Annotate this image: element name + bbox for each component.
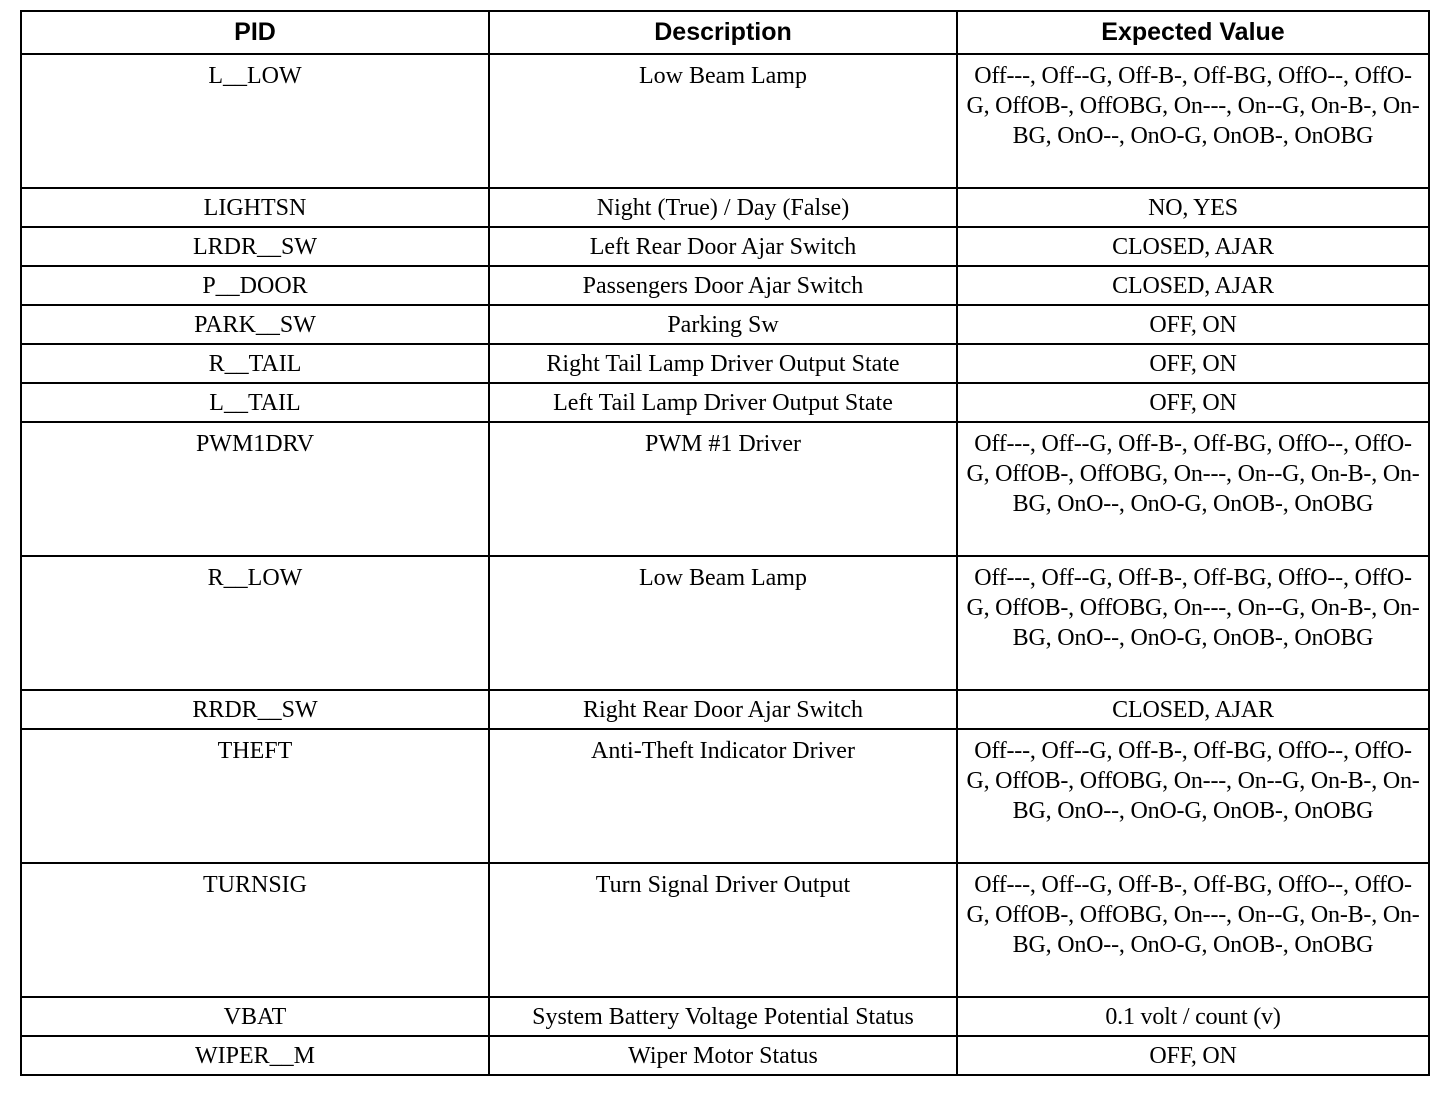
cell-expected-value: Off---, Off--G, Off-B-, Off-BG, OffO--, OffO-G, OffOB-, OffOBG, On---, On--G, On-B-, On-BG, OnO--, OnO-G, OnOB-, OnOBG: [957, 54, 1429, 188]
cell-expected-value: CLOSED, AJAR: [957, 266, 1429, 305]
cell-expected-value: CLOSED, AJAR: [957, 690, 1429, 729]
cell-expected-value: OFF, ON: [957, 383, 1429, 422]
table-row: [21, 997, 1429, 1036]
cell-pid: VBAT: [21, 997, 489, 1036]
table-header-row: [21, 11, 1429, 54]
table-row: [21, 344, 1429, 383]
cell-expected-value: OFF, ON: [957, 344, 1429, 383]
cell-pid: R__LOW: [21, 556, 489, 690]
cell-expected-value: Off---, Off--G, Off-B-, Off-BG, OffO--, OffO-G, OffOB-, OffOBG, On---, On--G, On-B-, On-BG, OnO--, OnO-G, OnOB-, OnOBG: [957, 556, 1429, 690]
cell-pid: LIGHTSN: [21, 188, 489, 227]
cell-pid: PARK__SW: [21, 305, 489, 344]
cell-expected-value: 0.1 volt / count (v): [957, 997, 1429, 1036]
cell-expected-value: NO, YES: [957, 188, 1429, 227]
cell-pid: P__DOOR: [21, 266, 489, 305]
table-row: [21, 227, 1429, 266]
cell-description: Right Rear Door Ajar Switch: [489, 690, 957, 729]
cell-expected-value: CLOSED, AJAR: [957, 227, 1429, 266]
cell-pid: THEFT: [21, 729, 489, 863]
cell-description: System Battery Voltage Potential Status: [489, 997, 957, 1036]
table-row: [21, 54, 1429, 188]
cell-pid: TURNSIG: [21, 863, 489, 997]
cell-description: Left Rear Door Ajar Switch: [489, 227, 957, 266]
cell-description: Low Beam Lamp: [489, 54, 957, 188]
cell-description: Left Tail Lamp Driver Output State: [489, 383, 957, 422]
table-row: [21, 863, 1429, 997]
header-pid: PID: [21, 11, 489, 54]
pid-table: [20, 10, 1430, 1076]
table-row: [21, 556, 1429, 690]
table-row: [21, 266, 1429, 305]
cell-description: Parking Sw: [489, 305, 957, 344]
table-row: [21, 305, 1429, 344]
table-row: [21, 1036, 1429, 1075]
cell-description: Passengers Door Ajar Switch: [489, 266, 957, 305]
cell-description: PWM #1 Driver: [489, 422, 957, 556]
cell-pid: L__LOW: [21, 54, 489, 188]
cell-pid: PWM1DRV: [21, 422, 489, 556]
cell-expected-value: Off---, Off--G, Off-B-, Off-BG, OffO--, OffO-G, OffOB-, OffOBG, On---, On--G, On-B-, On-BG, OnO--, OnO-G, OnOB-, OnOBG: [957, 729, 1429, 863]
cell-expected-value: OFF, ON: [957, 305, 1429, 344]
cell-description: Turn Signal Driver Output: [489, 863, 957, 997]
header-expected-value: Expected Value: [957, 11, 1429, 54]
table-row: [21, 188, 1429, 227]
table-row: [21, 729, 1429, 863]
header-description: Description: [489, 11, 957, 54]
cell-pid: WIPER__M: [21, 1036, 489, 1075]
cell-description: Wiper Motor Status: [489, 1036, 957, 1075]
cell-expected-value: Off---, Off--G, Off-B-, Off-BG, OffO--, OffO-G, OffOB-, OffOBG, On---, On--G, On-B-, On-BG, OnO--, OnO-G, OnOB-, OnOBG: [957, 422, 1429, 556]
table-row: [21, 690, 1429, 729]
cell-description: Low Beam Lamp: [489, 556, 957, 690]
cell-description: Anti-Theft Indicator Driver: [489, 729, 957, 863]
pid-table-container: [20, 10, 1428, 1076]
cell-pid: L__TAIL: [21, 383, 489, 422]
table-row: [21, 422, 1429, 556]
cell-pid: R__TAIL: [21, 344, 489, 383]
cell-pid: LRDR__SW: [21, 227, 489, 266]
cell-expected-value: OFF, ON: [957, 1036, 1429, 1075]
cell-pid: RRDR__SW: [21, 690, 489, 729]
cell-description: Right Tail Lamp Driver Output State: [489, 344, 957, 383]
cell-description: Night (True) / Day (False): [489, 188, 957, 227]
cell-expected-value: Off---, Off--G, Off-B-, Off-BG, OffO--, OffO-G, OffOB-, OffOBG, On---, On--G, On-B-, On-BG, OnO--, OnO-G, OnOB-, OnOBG: [957, 863, 1429, 997]
table-row: [21, 383, 1429, 422]
